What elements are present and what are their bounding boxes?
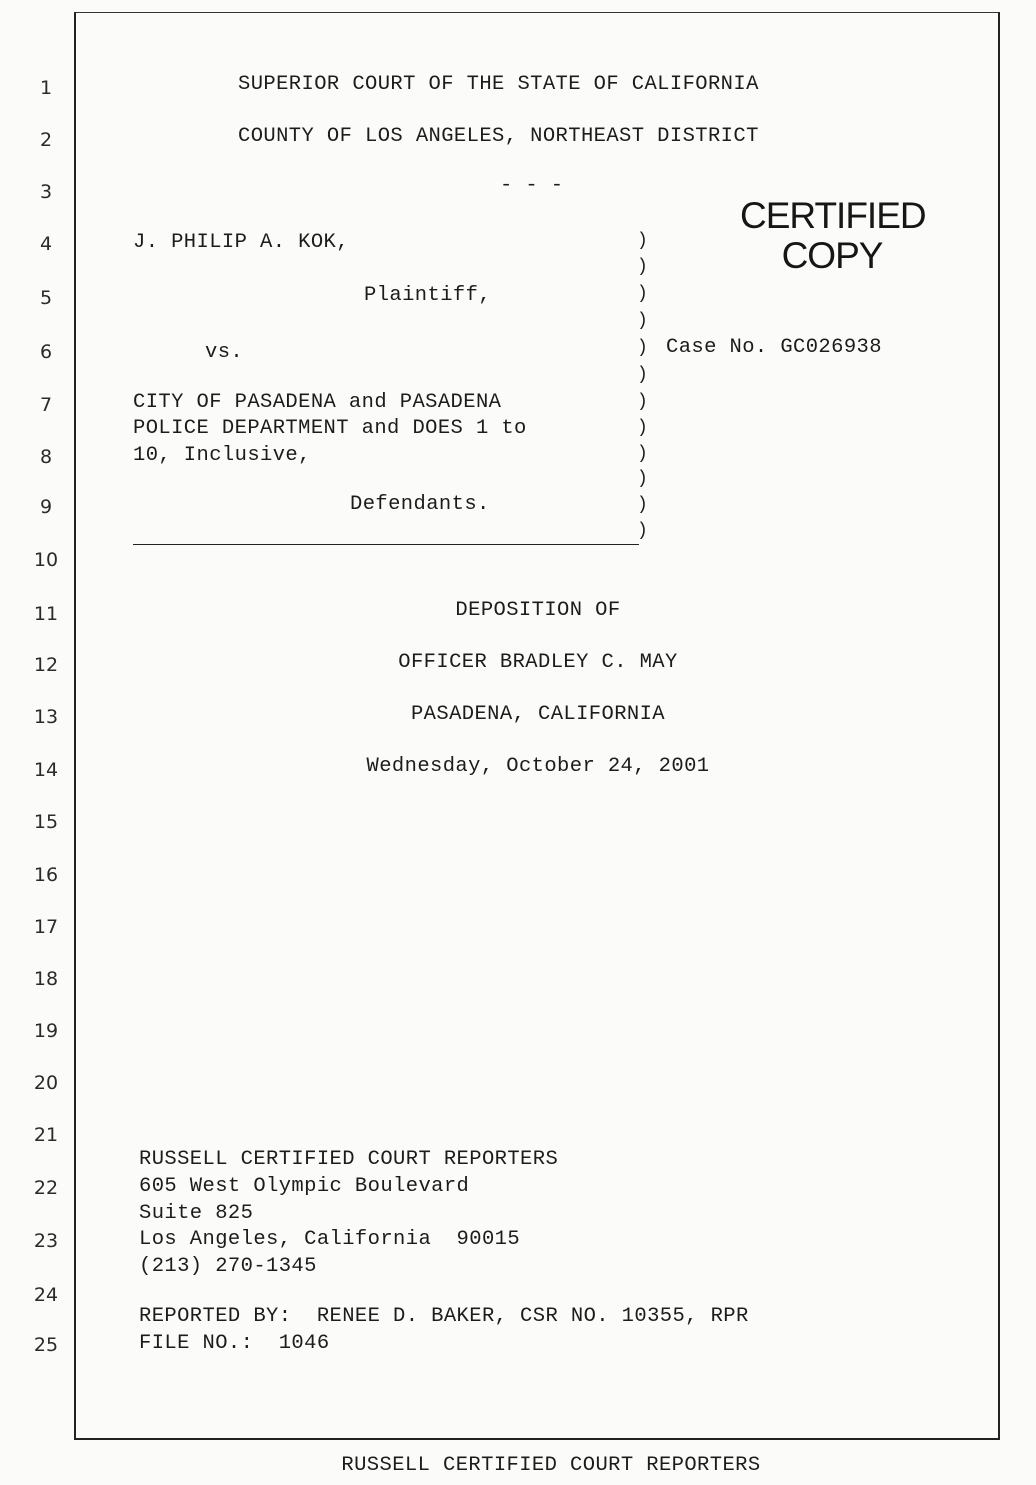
line-number: 6: [39, 341, 53, 363]
paren: ): [637, 365, 648, 385]
line-number: 10: [33, 549, 59, 571]
line-number: 8: [39, 446, 53, 468]
line-number: 7: [39, 394, 53, 416]
plaintiff-name: J. PHILIP A. KOK,: [133, 231, 349, 254]
line-number: 13: [33, 706, 59, 728]
line-number: 25: [33, 1334, 59, 1356]
case-number: Case No. GC026938: [666, 336, 882, 359]
separator: - - -: [500, 174, 564, 197]
line-number: 5: [39, 287, 53, 309]
paren: ): [637, 257, 648, 277]
line-number: 12: [33, 654, 59, 676]
line-number: 1: [39, 77, 53, 99]
line-number: 24: [33, 1284, 59, 1306]
paren: ): [637, 521, 648, 541]
reporter-phone: (213) 270-1345: [139, 1255, 317, 1278]
paren: ): [637, 338, 648, 358]
paren: ): [637, 444, 648, 464]
court-name: SUPERIOR COURT OF THE STATE OF CALIFORNIA: [238, 73, 759, 96]
deposition-date: Wednesday, October 24, 2001: [366, 755, 710, 778]
paren: ): [637, 231, 648, 251]
deponent-name: OFFICER BRADLEY C. MAY: [398, 651, 678, 674]
line-number: 15: [33, 811, 59, 833]
file-number: FILE NO.: 1046: [139, 1332, 330, 1355]
defendant-line-2: POLICE DEPARTMENT and DOES 1 to: [133, 417, 527, 440]
defendant-role: Defendants.: [350, 493, 490, 516]
defendant-line-3: 10, Inclusive,: [133, 444, 311, 467]
deposition-title: DEPOSITION OF: [455, 599, 621, 622]
paren: ): [637, 284, 648, 304]
line-number: 9: [39, 496, 53, 518]
paren: ): [637, 495, 648, 515]
paren: ): [637, 418, 648, 438]
line-number: 19: [33, 1020, 59, 1042]
line-number: 22: [33, 1177, 59, 1199]
line-number: 18: [33, 968, 59, 990]
line-number: 3: [39, 181, 53, 203]
line-number: 21: [33, 1124, 59, 1146]
plaintiff-role: Plaintiff,: [364, 284, 492, 307]
stamp-line-copy: COPY: [781, 235, 883, 276]
line-number: 16: [33, 864, 59, 886]
line-number: 4: [39, 233, 53, 255]
line-number: 2: [39, 129, 53, 151]
certified-copy-stamp: [740, 196, 924, 276]
line-number: 23: [33, 1230, 59, 1252]
paren: ): [637, 392, 648, 412]
reporter-address-suite: Suite 825: [139, 1202, 254, 1225]
paren: ): [637, 311, 648, 331]
page-footer: RUSSELL CERTIFIED COURT REPORTERS: [341, 1454, 761, 1477]
line-number: 11: [33, 603, 59, 625]
court-county: COUNTY OF LOS ANGELES, NORTHEAST DISTRICT: [238, 125, 759, 148]
reporter-firm: RUSSELL CERTIFIED COURT REPORTERS: [139, 1148, 559, 1171]
versus: vs.: [205, 341, 244, 364]
deposition-location: PASADENA, CALIFORNIA: [410, 703, 666, 726]
caption-underline: [133, 544, 639, 545]
stamp-line-certified: CERTIFIED: [740, 195, 926, 236]
line-number: 20: [33, 1072, 59, 1094]
reporter-address-street: 605 West Olympic Boulevard: [139, 1175, 470, 1198]
reporter-address-city: Los Angeles, California 90015: [139, 1228, 521, 1251]
reported-by: REPORTED BY: RENEE D. BAKER, CSR NO. 10355, RPR: [139, 1305, 749, 1328]
line-number: 17: [33, 916, 59, 938]
line-number: 14: [33, 759, 59, 781]
defendant-line-1: CITY OF PASADENA and PASADENA: [133, 391, 502, 414]
paren: ): [637, 469, 648, 489]
